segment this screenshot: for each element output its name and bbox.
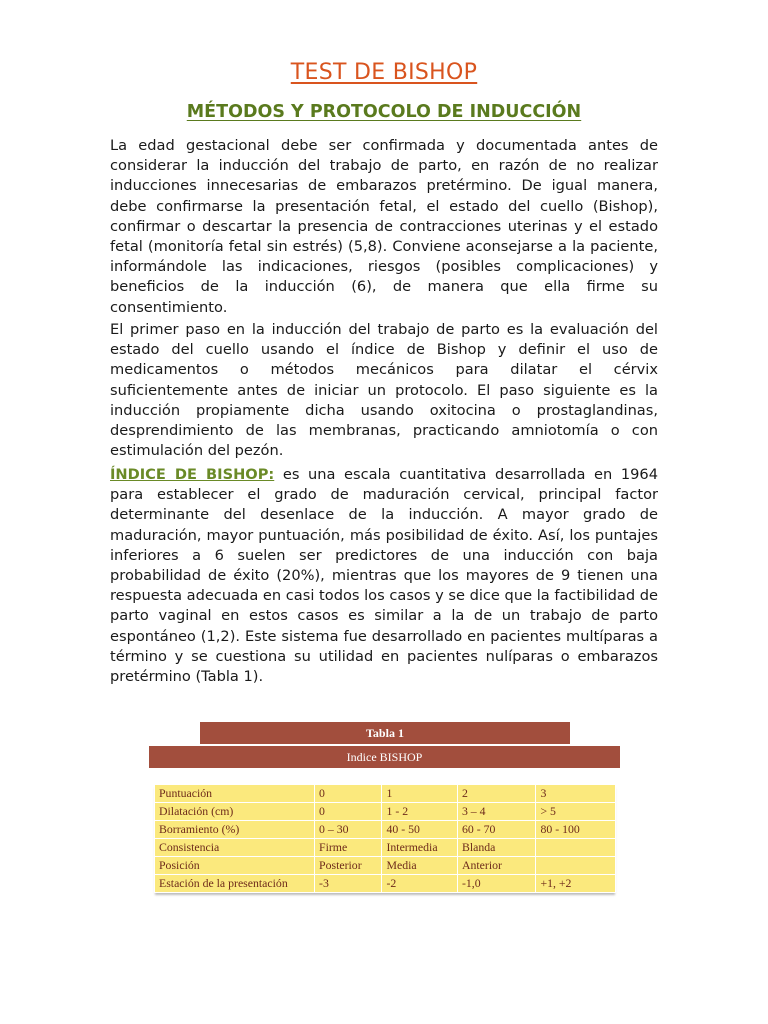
table-cell: > 5 [536, 803, 616, 821]
table-cell: +1, +2 [536, 875, 616, 893]
bishop-index-text: es una escala cuantitativa desarrollada en 1964 para establecer el grado de maduración cervical, principal factor determinante del desenlace de la inducción. A mayor grado de maduración, mayor puntuación, más posibilidad de éxito. Así, los puntajes inferiores a 6 suelen ser predictores de una inducción con baja probabilidad de éxito (20%), mientras que los mayores de 9 tienen una respuesta adecuada en casi todos los casos y se dice que la factibilidad de parto vaginal en estos casos es similar a la de un trabajo de parto espontáneo (1,2). Este sistema fue desarrollado en pacientes multíparas a término y se cuestiona su utilidad en pacientes nulíparas o embarazos pretérmino (Tabla 1). [110, 466, 659, 686]
table-cell: 3 [536, 785, 616, 803]
table-cell: 3 – 4 [457, 803, 536, 821]
table-cell [536, 839, 616, 857]
table-cell: 1 [382, 785, 457, 803]
table-cell: Blanda [457, 839, 536, 857]
table-cell: 1 - 2 [382, 803, 457, 821]
table-heading: Indice BISHOP [149, 746, 620, 768]
table-row-label: Consistencia [155, 839, 315, 857]
bishop-index-label: ÍNDICE DE BISHOP: [110, 466, 275, 483]
paragraph-gestational-age: La edad gestacional debe ser confirmada y documentada antes de considerar la inducción del trabajo de parto, en razón de no realizar inducciones innecesarias de embarazos pretérmino. De igual manera, debe confirmarse la presentación fetal, el estado del cuello (Bishop), confirmar o descartar la presencia de contracciones uterinas y el estado fetal (monitoría fetal sin estrés) (5,8). Conviene aconsejarse a la paciente, informándole las indicaciones, riesgos (posibles complicaciones) y beneficios de la inducción (6), de manera que ella firme su consentimiento. [110, 137, 658, 316]
bishop-table-body [155, 785, 616, 893]
table-row-label: Borramiento (%) [155, 821, 315, 839]
table-cell [536, 857, 616, 875]
table-row-label: Estación de la presentación [155, 875, 315, 893]
section-subtitle: MÉTODOS Y PROTOCOLO DE INDUCCIÓN [186, 102, 582, 122]
table-row [155, 821, 616, 839]
paragraph-bishop-index [110, 465, 658, 687]
table-row [155, 785, 616, 803]
table-cell: 80 - 100 [536, 821, 616, 839]
table-cell: 60 - 70 [457, 821, 536, 839]
table-cell: 0 [315, 785, 382, 803]
table-row-label: Puntuación [155, 785, 315, 803]
page-title: TEST DE BISHOP [290, 60, 478, 85]
table-cell: Media [382, 857, 457, 875]
table-cell: Firme [315, 839, 382, 857]
table-cell: -3 [315, 875, 382, 893]
table-row [155, 857, 616, 875]
table-cell: 0 [315, 803, 382, 821]
table-row [155, 875, 616, 893]
table-cell: Posterior [315, 857, 382, 875]
table-cell: -1,0 [457, 875, 536, 893]
table-row [155, 803, 616, 821]
bishop-table [154, 784, 616, 893]
table-row-label: Posición [155, 857, 315, 875]
table-row [155, 839, 616, 857]
table-cell: 2 [457, 785, 536, 803]
table-cell: 0 – 30 [315, 821, 382, 839]
table-row-label: Dilatación (cm) [155, 803, 315, 821]
paragraph-first-step: El primer paso en la inducción del trabajo de parto es la evaluación del estado del cuello usando el índice de Bishop y definir el uso de medicamentos o métodos mecánicos para dilatar el cérvix suficientemente antes de iniciar un protocolo. El paso siguiente es la inducción propiamente dicha usando oxitocina o prostaglandinas, desprendimiento de las membranas, practicando amniotomía o con estimulación del pezón. [110, 321, 658, 460]
table-cell: 40 - 50 [382, 821, 457, 839]
table-cell: -2 [382, 875, 457, 893]
table-cell: Anterior [457, 857, 536, 875]
table-cell: Intermedia [382, 839, 457, 857]
table-caption: Tabla 1 [200, 722, 570, 744]
